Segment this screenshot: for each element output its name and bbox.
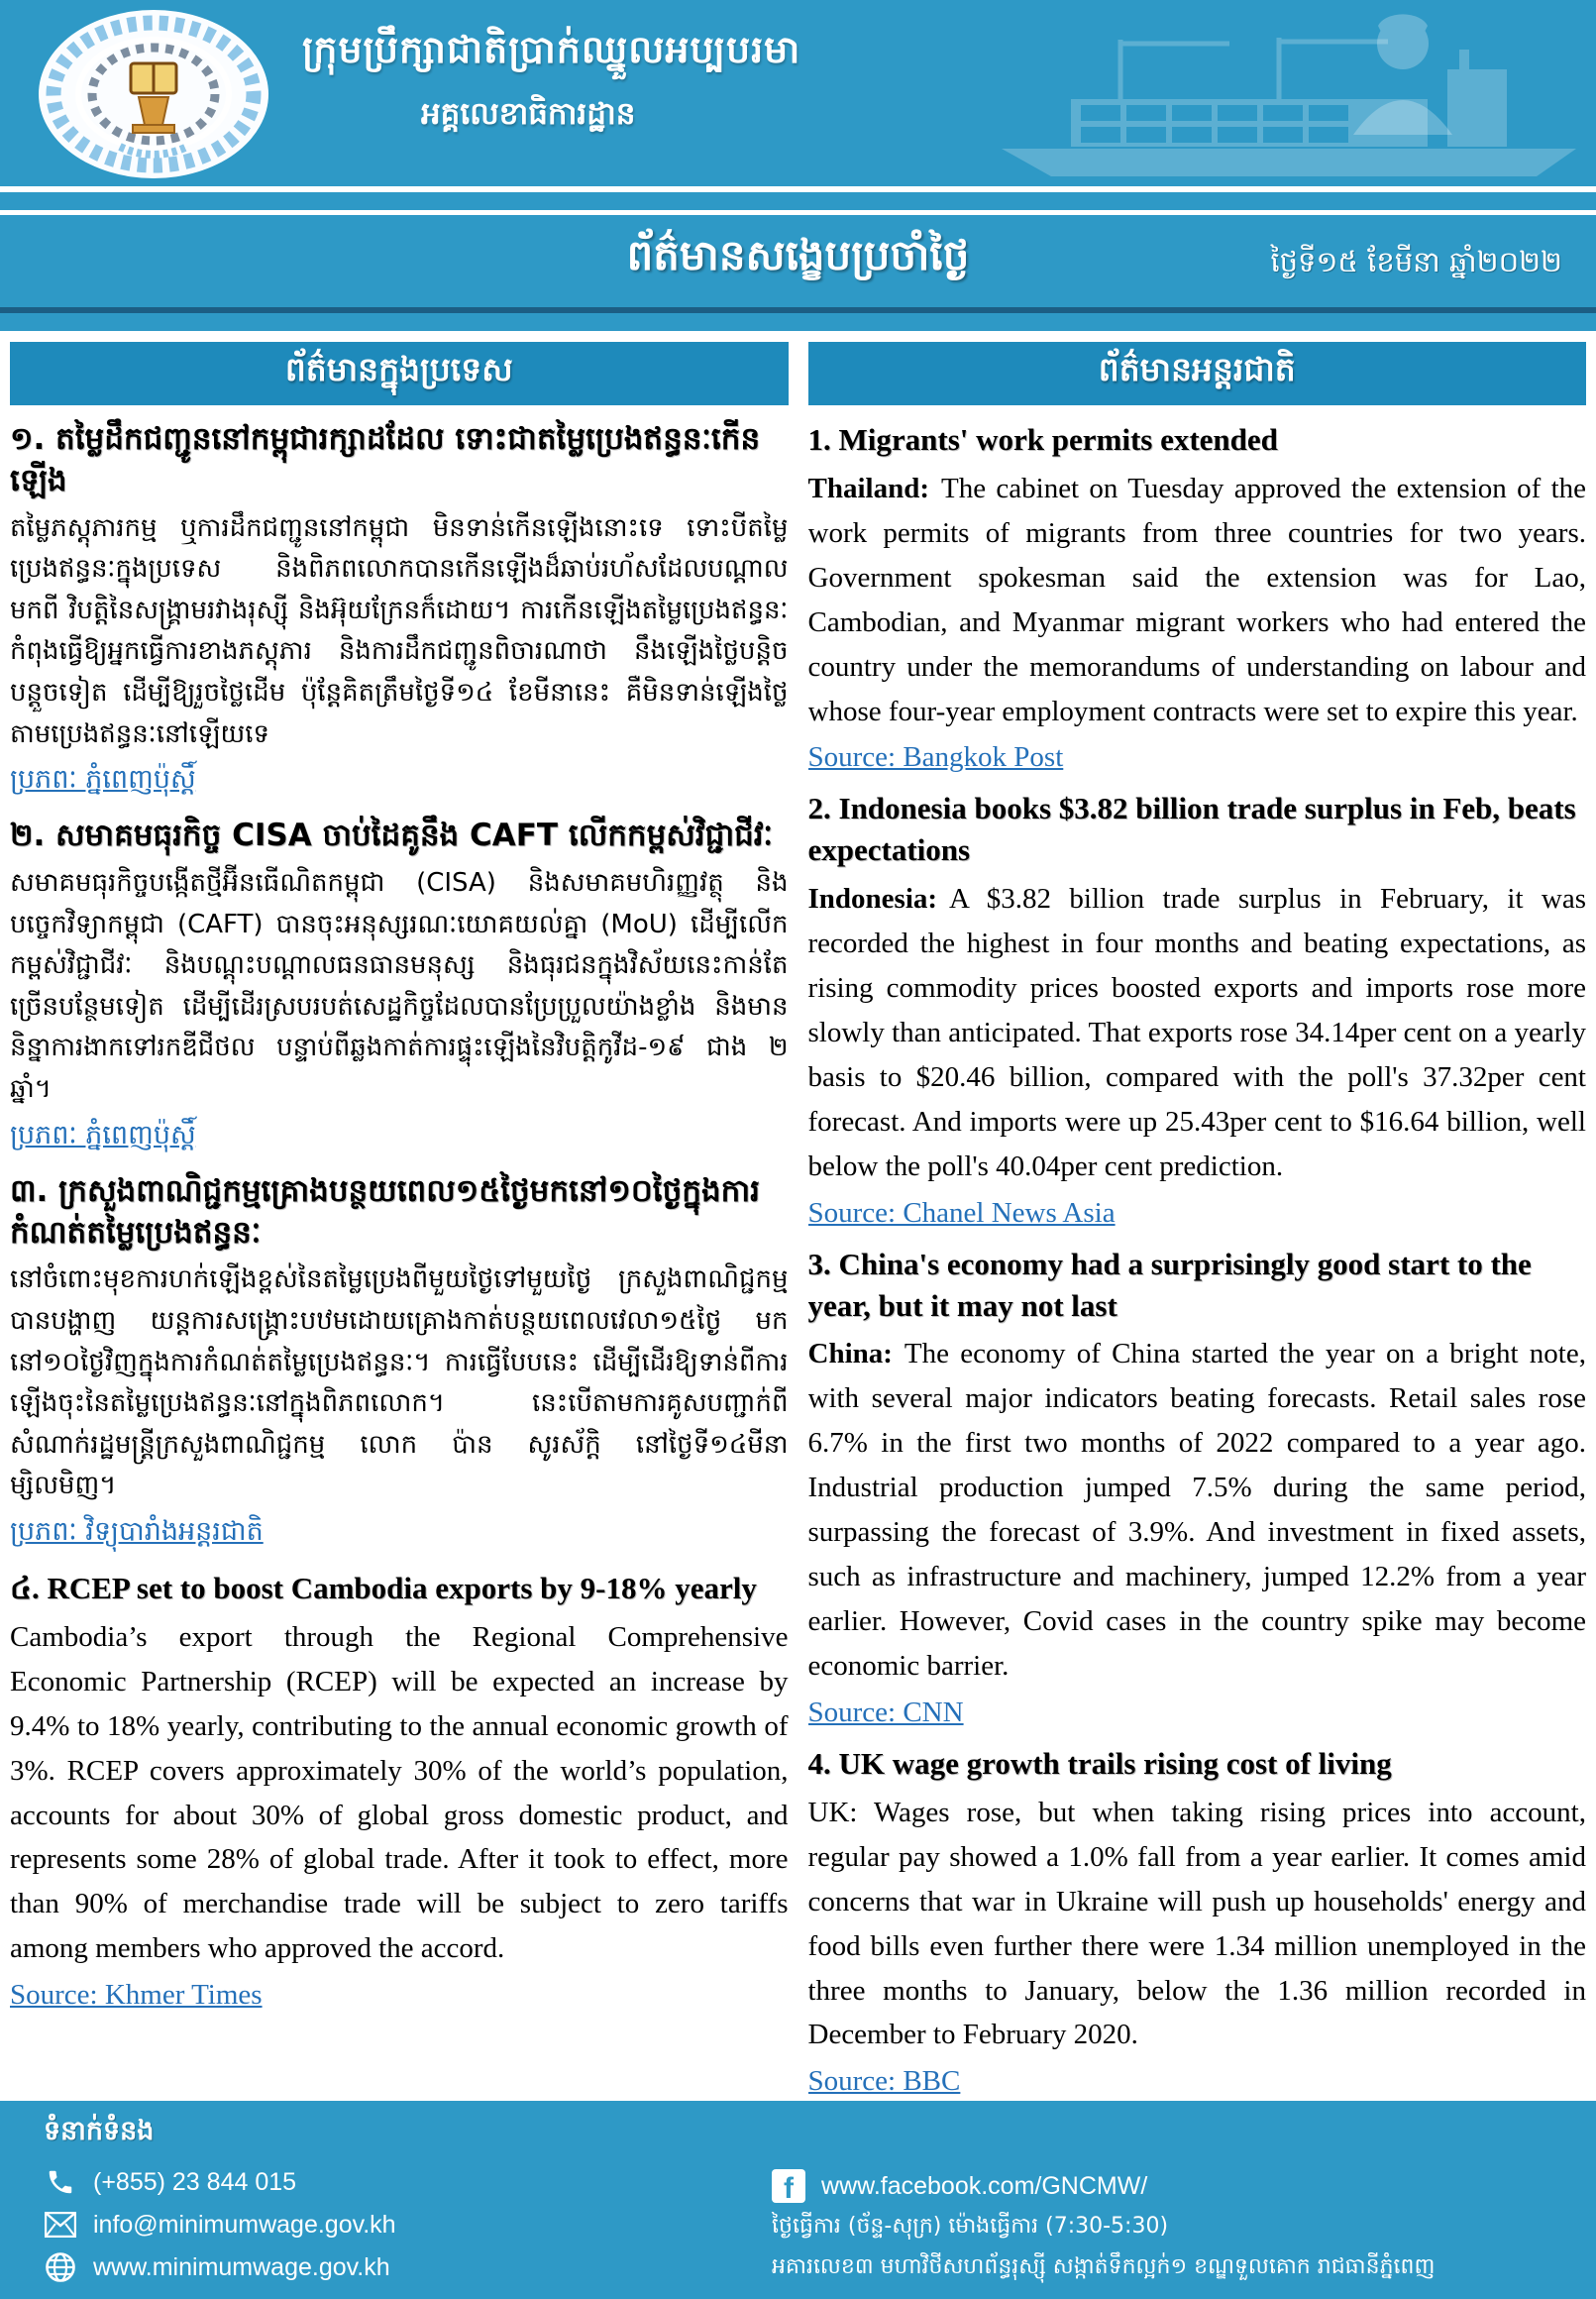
article-title: ៣. ក្រសួងពាណិជ្ជកម្មគ្រោងបន្ថយពេល១៥ថ្ងៃមកនៅ១០ថ្ងៃក្នុងការកំណត់តម្លៃប្រេងឥន្ធនៈ bbox=[10, 1172, 761, 1251]
source-link-khmer-times[interactable]: Source: Khmer Times bbox=[10, 1979, 263, 2012]
seal-graphic bbox=[36, 8, 271, 180]
international-news-header: ព័ត៌មានអន្តរជាតិ bbox=[808, 342, 1587, 405]
facebook-row[interactable] bbox=[772, 2169, 1596, 2203]
phone-row bbox=[44, 2165, 734, 2199]
article-title: ៤. RCEP set to boost Cambodia exports by 9-18% yearly bbox=[10, 1570, 757, 1605]
article-lead: Indonesia: bbox=[807, 883, 938, 916]
separator-blue-2 bbox=[0, 313, 1596, 331]
facebook-url[interactable]: www.facebook.com/GNCMW/ bbox=[821, 2171, 1148, 2200]
domestic-news-header: ព័ត៌មានក្នុងប្រទេស bbox=[10, 342, 789, 405]
phone-icon bbox=[44, 2165, 77, 2199]
separator-white-3 bbox=[0, 331, 1596, 342]
footer-contact-bar bbox=[0, 2101, 1596, 2299]
news-columns bbox=[0, 342, 1596, 2101]
footer-contact-block bbox=[0, 2101, 734, 2299]
article-text: The economy of China started the year on a bright note, with several major indicators beating forecasts. Retail sales rose 6.7% in the first two months of 2022 compared to a year ago. Industrial production jumped 7.5% during the same period, surpassing the forecast of 3.9%. And investment in fixed assets, such as infrastructure and machinery, jumped 12.2% from a year earlier. However, Covid cases in the country spike may become economic barrier. bbox=[807, 1338, 1586, 1682]
source-row bbox=[10, 763, 789, 802]
mail-icon bbox=[44, 2208, 77, 2242]
title-bar bbox=[0, 215, 1596, 307]
article-domestic-2 bbox=[10, 816, 789, 1156]
cargo-ship-art bbox=[982, 30, 1596, 183]
article-lead: Thailand: bbox=[807, 472, 929, 504]
source-row bbox=[808, 1697, 1587, 1729]
globe-icon bbox=[44, 2250, 77, 2284]
org-name-line1: ក្រុមប្រឹក្សាជាតិប្រាក់ឈ្នួលអប្បបរមា bbox=[302, 28, 801, 71]
article-lead: China: bbox=[807, 1338, 893, 1370]
source-link-phnom-penh-post[interactable]: ប្រភពៈ ភ្នំពេញប៉ុស្តិ៍ bbox=[10, 1119, 196, 1150]
source-row bbox=[10, 1119, 789, 1157]
article-international-1 bbox=[808, 419, 1587, 774]
source-link-phnom-penh-post[interactable]: ប្រភពៈ ភ្នំពេញប៉ុស្តិ៍ bbox=[10, 764, 196, 796]
source-link-bbc[interactable]: Source: BBC bbox=[807, 2065, 961, 2098]
address-row bbox=[772, 2252, 1596, 2284]
header-banner bbox=[0, 0, 1596, 186]
article-body bbox=[808, 467, 1587, 734]
article-body bbox=[808, 1791, 1587, 2058]
website-url[interactable]: www.minimumwage.gov.kh bbox=[93, 2252, 390, 2281]
article-title: 2. Indonesia books $3.82 billion trade surplus in Feb, beats expectations bbox=[807, 791, 1576, 868]
facebook-icon: f bbox=[772, 2169, 805, 2203]
article-title: 1. Migrants' work permits extended bbox=[807, 422, 1278, 457]
article-title: ១. តម្លៃដឹកជញ្ជូននៅកម្ពុជារក្សាដដែល ទោះជាតម្លៃប្រេងឥន្ធនៈកើនឡើង bbox=[10, 421, 761, 498]
article-body: Cambodia’s export through the Regional Comprehensive Economic Partnership (RCEP) will be expected an increase by 9.4% to 18% yearly, contributing to the annual economic growth of 3%. RCEP covers approximately 30% of the world’s population, accounts for about 30% of global gross domestic product, and represents some 28% of global trade. After it took to effect, more than 90% of merchandise trade will be subject to zero tariffs among members who approved the accord. bbox=[10, 1620, 789, 1965]
article-international-2 bbox=[808, 788, 1587, 1229]
international-news-column bbox=[808, 342, 1587, 2101]
source-row bbox=[808, 2065, 1587, 2098]
contact-heading: ទំនាក់ទំនង bbox=[44, 2116, 155, 2146]
footer-social-block bbox=[734, 2101, 1596, 2299]
working-hours: ថ្ងៃធ្វើការ (ច័ន្ទ-សុក្រ) ម៉ោងធ្វើការ (7:30-5:30) bbox=[772, 2214, 1169, 2239]
issue-date: ថ្ងៃទី១៥ ខែមីនា ឆ្នាំ២០២២ bbox=[1270, 245, 1562, 278]
article-body bbox=[808, 877, 1587, 1189]
article-title: 3. China's economy had a surprisingly good start to the year, but it may not last bbox=[807, 1246, 1532, 1323]
email-address[interactable]: info@minimumwage.gov.kh bbox=[93, 2210, 396, 2239]
source-link-channel-news-asia[interactable]: Source: Chanel News Asia bbox=[807, 1196, 1116, 1229]
website-row bbox=[44, 2250, 734, 2284]
article-body: សមាគមធុរកិច្ចបង្កើតថ្មីអ៊ីនធើណិតកម្ពុជា (CISA) និងសមាគមហិរញ្ញវត្ថុ និងបច្ចេកវិទ្យាកម្ពុជា (CAFT) បានចុះអនុស្សរណៈយោគយល់គ្នា (MoU) ដើម្បីលើកកម្ពស់វិជ្ជាជីវៈ និងបណ្ដុះបណ្ដាលធនធានមនុស្ស និងធុរជនក្នុងវិស័យនេះកាន់តែច្រើនបន្ថែមទៀត ដើម្បីដើរស្របរបត់សេដ្ឋកិច្ចដែលបានប្រែប្រួលយ៉ាងខ្លាំង និងមាននិន្នាការងាកទៅរកឌីជីថល បន្ទាប់ពីឆ្លងកាត់ការផ្ទុះឡើងនៃវិបត្តិកូវីដ-១៩ ជាង ២ ឆ្នាំ។ bbox=[10, 868, 789, 1105]
article-text: UK: Wages rose, but when taking rising prices into account, regular pay showed a 1.0% fall from a year earlier. It comes amid concerns that war in Ukraine will push up households' energy and food bills even further there were 1.34 million unemployed in the three months to January, below the 1.36 million recorded in December to February 2020. bbox=[807, 1796, 1586, 2051]
article-body: តម្លៃភស្តុភារកម្ម ឬការដឹកជញ្ជូននៅកម្ពុជា មិនទាន់កើនឡើងនោះទេ ទោះបីតម្លៃប្រេងឥន្ធនៈក្នុងប្រទេស និងពិភពលោកបានកើនឡើងដ៏ឆាប់រហ័សដែលបណ្ដាលមកពី វិបត្តិនៃសង្គ្រាមរវាងរុស្ស៊ី និងអ៊ុយក្រែនក៏ដោយ។ ការកើនឡើងតម្លៃប្រេងឥន្ធនៈកំពុងធ្វើឱ្យអ្នកធ្វើការខាងភស្តុភារ និងការដឹកជញ្ជូនពិចារណាថា នឹងឡើងថ្លៃបន្តិចបន្តួចទៀត ដើម្បីឱ្យរួចថ្លៃដើម ប៉ុន្តែគិតត្រឹមថ្ងៃទី១៤ ខែមីនានេះ គឺមិនទាន់ឡើងថ្លៃតាមប្រេងឥន្ធនៈនៅឡើយទេ bbox=[10, 512, 789, 749]
office-address: អគារលេខ៣ មហាវិថីសហព័ន្ធរុស្ស៊ី សង្កាត់ទឹកល្អក់១ ខណ្ឌទួលគោក រាជធានីភ្នំពេញ bbox=[772, 2254, 1436, 2279]
working-hours-row bbox=[772, 2212, 1596, 2244]
org-name-block bbox=[302, 26, 800, 140]
article-text: A $3.82 billion trade surplus in February, it was recorded the highest in four months and beating expectations, as rising commodity prices boosted exports and imports rose more slowly than anticipated. That exports rose 34.14per cent on a yearly basis to $20.46 billion, compared with the poll's 37.32per cent forecast. And imports were up 25.43per cent to $16.64 billion, well below the poll's 40.04per cent prediction. bbox=[807, 883, 1586, 1182]
article-international-3 bbox=[808, 1244, 1587, 1729]
source-row bbox=[808, 741, 1587, 774]
article-domestic-1 bbox=[10, 419, 789, 802]
source-link-rfi[interactable]: ប្រភពៈ វិទ្យុបារាំងអន្តរជាតិ bbox=[10, 1515, 264, 1547]
source-row bbox=[808, 1197, 1587, 1230]
article-international-4 bbox=[808, 1743, 1587, 2098]
domestic-news-column bbox=[10, 342, 789, 2101]
source-row bbox=[10, 1515, 789, 1554]
source-link-cnn[interactable]: Source: CNN bbox=[807, 1696, 964, 1728]
ministry-seal-logo bbox=[36, 8, 271, 180]
org-name-line2: អគ្គលេខាធិការដ្ឋាន bbox=[421, 96, 636, 132]
email-row bbox=[44, 2208, 734, 2242]
source-row bbox=[10, 1979, 789, 2012]
article-domestic-4 bbox=[10, 1568, 789, 2012]
article-body bbox=[808, 1332, 1587, 1689]
source-link-bangkok-post[interactable]: Source: Bangkok Post bbox=[807, 741, 1064, 774]
article-title: ២. សមាគមធុរកិច្ច CISA ចាប់ដៃគូនឹង CAFT លើកកម្ពស់វិជ្ជាជីវៈ bbox=[10, 818, 774, 854]
article-domestic-3 bbox=[10, 1171, 789, 1554]
phone-number: (+855) 23 844 015 bbox=[93, 2167, 297, 2196]
page-title: ព័ត៌មានសង្ខេបប្រចាំថ្ងៃ bbox=[626, 231, 970, 279]
separator-blue-1 bbox=[0, 192, 1596, 210]
article-text: The cabinet on Tuesday approved the extension of the work permits of migrants from three countries for two years. Government spokesman said the extension was for Lao, Cambodian, and Myanmar migrant workers who had entered the country under the memorandums of understanding on labour and whose four-year employment contracts were set to expire this year. bbox=[807, 472, 1586, 727]
article-body: នៅចំពោះមុខការហក់ឡើងខ្ពស់នៃតម្លៃប្រេងពីមួយថ្ងៃទៅមួយថ្ងៃ ក្រសួងពាណិជ្ជកម្មបានបង្ហាញ យន្តការសង្គ្រោះបឋមដោយគ្រោងកាត់បន្ថយពេលវេលា១៥ថ្ងៃ មកនៅ១០ថ្ងៃវិញក្នុងការកំណត់តម្លៃប្រេងឥន្ធនៈ។ ការធ្វើបែបនេះ ដើម្បីដើរឱ្យទាន់ពីការឡើងចុះនៃតម្លៃប្រេងឥន្ធនៈនៅក្នុងពិភពលោក។ នេះបើតាមការគូសបញ្ជាក់ពីសំណាក់រដ្ឋមន្ត្រីក្រសួងពាណិជ្ជកម្ម លោក ប៉ាន សូរស័ក្តិ នៅថ្ងៃទី១៤មីនា ម្សិលមិញ។ bbox=[10, 1264, 789, 1501]
article-title: 4. UK wage growth trails rising cost of living bbox=[807, 1745, 1392, 1781]
